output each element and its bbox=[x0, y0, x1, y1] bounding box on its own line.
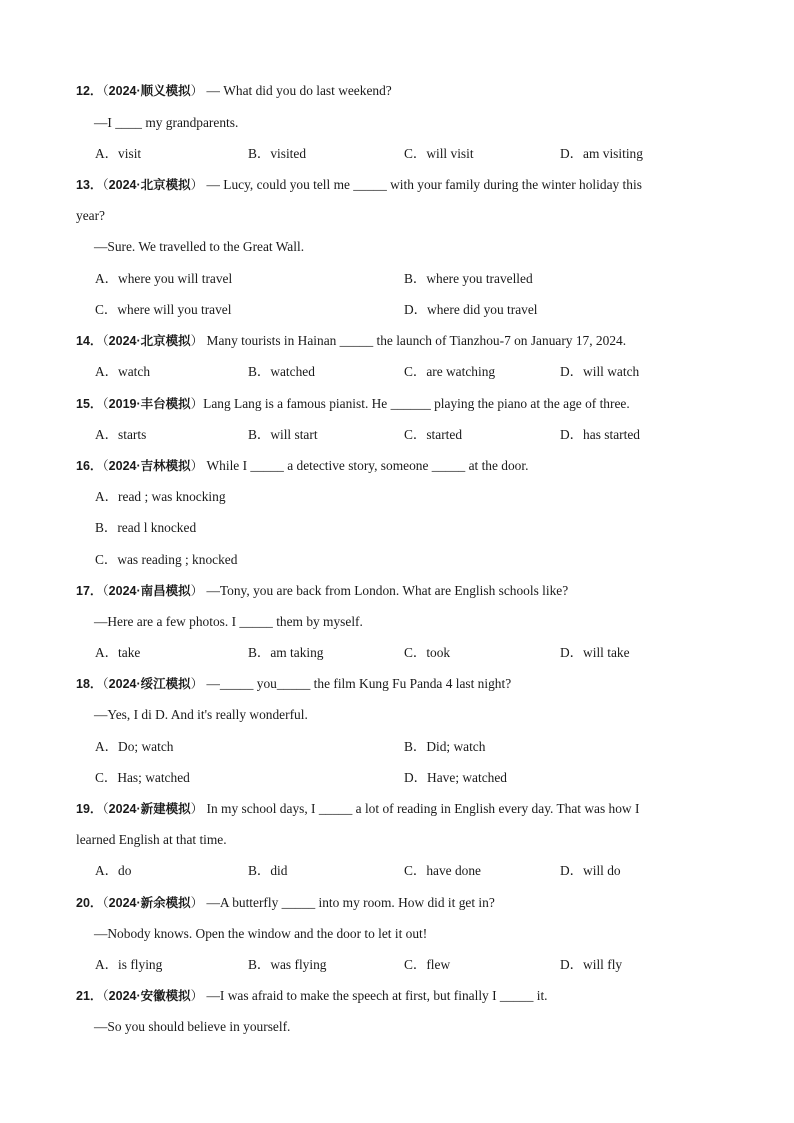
option-b[interactable]: B．am taking bbox=[248, 645, 324, 660]
option-a[interactable]: A．where you will travel bbox=[95, 271, 233, 286]
question-source: 2024·南昌模拟 bbox=[108, 584, 191, 598]
question-14: 14．（2024·北京模拟） Many tourists in Hainan _____ the launch of Tianzhou-7 on January 17, 2024. bbox=[76, 333, 627, 348]
question-stem: In my school days, I _____ a lot of reading in English every day. That was how I bbox=[206, 801, 640, 816]
option-b[interactable]: B．visited bbox=[248, 146, 307, 161]
option-b[interactable]: B．read l knocked bbox=[95, 520, 197, 535]
option-b[interactable]: B．will start bbox=[248, 427, 318, 442]
option-d[interactable]: D．am visiting bbox=[560, 146, 643, 161]
question-stem-continued: learned English at that time. bbox=[76, 832, 227, 847]
question-stem: While I _____ a detective story, someone _____ at the door. bbox=[206, 458, 529, 473]
option-a[interactable]: A．is flying bbox=[95, 957, 163, 972]
option-d[interactable]: D．will watch bbox=[560, 364, 640, 379]
question-15: 15．（2019·丰台模拟）Lang Lang is a famous pianist. He ______ playing the piano at the age of three. bbox=[76, 396, 630, 411]
option-b[interactable]: B．Did; watch bbox=[404, 739, 486, 754]
question-source: 2024·顺义模拟 bbox=[108, 84, 191, 98]
question-number: 17． bbox=[76, 584, 103, 598]
question-source: 2024·新建模拟 bbox=[108, 802, 191, 816]
option-a[interactable]: A．Do; watch bbox=[95, 739, 174, 754]
question-source: 2019·丰台模拟 bbox=[108, 397, 191, 411]
question-number: 21． bbox=[76, 989, 103, 1003]
question-12: 12．（2024·顺义模拟） — What did you do last weekend? bbox=[76, 83, 392, 98]
question-source: 2024·北京模拟 bbox=[108, 178, 191, 192]
question-stem: —Tony, you are back from London. What are English schools like? bbox=[206, 583, 569, 598]
question-source: 2024·绥江模拟 bbox=[108, 677, 191, 691]
option-c[interactable]: C．will visit bbox=[404, 146, 474, 161]
dialogue-line: —Nobody knows. Open the window and the door to let it out! bbox=[94, 926, 428, 941]
question-source: 2024·北京模拟 bbox=[108, 334, 191, 348]
question-source: 2024·吉林模拟 bbox=[108, 459, 191, 473]
option-b[interactable]: B．did bbox=[248, 863, 288, 878]
option-c[interactable]: C．where will you travel bbox=[95, 302, 232, 317]
question-number: 13． bbox=[76, 178, 103, 192]
dialogue-line: —Here are a few photos. I _____ them by myself. bbox=[94, 614, 363, 629]
option-c[interactable]: C．are watching bbox=[404, 364, 496, 379]
dialogue-line: —Yes, I di D. And it's really wonderful. bbox=[94, 707, 308, 722]
dialogue-line: —I ____ my grandparents. bbox=[94, 115, 239, 130]
option-a[interactable]: A．watch bbox=[95, 364, 151, 379]
question-stem: —A butterfly _____ into my room. How did it get in? bbox=[206, 895, 495, 910]
question-stem: Lang Lang is a famous pianist. He ______ playing the piano at the age of three. bbox=[203, 396, 630, 411]
option-c[interactable]: C．flew bbox=[404, 957, 451, 972]
question-number: 19． bbox=[76, 802, 103, 816]
option-c[interactable]: C．started bbox=[404, 427, 463, 442]
question-number: 12． bbox=[76, 84, 103, 98]
option-d[interactable]: D．Have; watched bbox=[404, 770, 507, 785]
question-number: 14． bbox=[76, 334, 103, 348]
question-20: 20．（2024·新余模拟） —A butterfly _____ into my room. How did it get in? bbox=[76, 895, 495, 910]
question-source: 2024·安徽模拟 bbox=[108, 989, 191, 1003]
dialogue-line: —Sure. We travelled to the Great Wall. bbox=[94, 239, 305, 254]
question-stem: Many tourists in Hainan _____ the launch of Tianzhou-7 on January 17, 2024. bbox=[206, 333, 627, 348]
option-c[interactable]: C．have done bbox=[404, 863, 481, 878]
question-19: 19．（2024·新建模拟） In my school days, I _____ a lot of reading in English every day. That was how I bbox=[76, 801, 640, 816]
option-a[interactable]: A．do bbox=[95, 863, 132, 878]
question-stem: — What did you do last weekend? bbox=[206, 83, 392, 98]
option-b[interactable]: B．where you travelled bbox=[404, 271, 533, 286]
option-b[interactable]: B．was flying bbox=[248, 957, 327, 972]
option-c[interactable]: C．was reading ; knocked bbox=[95, 552, 238, 567]
option-c[interactable]: C．took bbox=[404, 645, 451, 660]
option-d[interactable]: D．has started bbox=[560, 427, 640, 442]
question-stem-continued: year? bbox=[76, 208, 105, 223]
question-number: 20． bbox=[76, 896, 103, 910]
dialogue-line: —So you should believe in yourself. bbox=[94, 1019, 291, 1034]
option-a[interactable]: A．take bbox=[95, 645, 141, 660]
option-c[interactable]: C．Has; watched bbox=[95, 770, 190, 785]
option-d[interactable]: D．where did you travel bbox=[404, 302, 538, 317]
question-source: 2024·新余模拟 bbox=[108, 896, 191, 910]
question-number: 18． bbox=[76, 677, 103, 691]
question-17: 17．（2024·南昌模拟） —Tony, you are back from London. What are English schools like? bbox=[76, 583, 569, 598]
question-stem: — Lucy, could you tell me _____ with your family during the winter holiday this bbox=[206, 177, 642, 192]
question-18: 18．（2024·绥江模拟） —_____ you_____ the film Kung Fu Panda 4 last night? bbox=[76, 676, 512, 691]
option-b[interactable]: B．watched bbox=[248, 364, 315, 379]
question-number: 15． bbox=[76, 397, 103, 411]
option-a[interactable]: A．visit bbox=[95, 146, 142, 161]
question-stem: —_____ you_____ the film Kung Fu Panda 4 last night? bbox=[206, 676, 512, 691]
option-d[interactable]: D．will take bbox=[560, 645, 630, 660]
question-stem: —I was afraid to make the speech at first, but finally I _____ it. bbox=[206, 988, 548, 1003]
option-d[interactable]: D．will do bbox=[560, 863, 621, 878]
option-a[interactable]: A．starts bbox=[95, 427, 147, 442]
option-a[interactable]: A．read ; was knocking bbox=[95, 489, 226, 504]
question-number: 16． bbox=[76, 459, 103, 473]
question-13: 13．（2024·北京模拟） — Lucy, could you tell me _____ with your family during the winter holiday this bbox=[76, 177, 642, 192]
question-21: 21．（2024·安徽模拟） —I was afraid to make the speech at first, but finally I _____ it. bbox=[76, 988, 548, 1003]
option-d[interactable]: D．will fly bbox=[560, 957, 623, 972]
question-16: 16．（2024·吉林模拟） While I _____ a detective story, someone _____ at the door. bbox=[76, 458, 529, 473]
